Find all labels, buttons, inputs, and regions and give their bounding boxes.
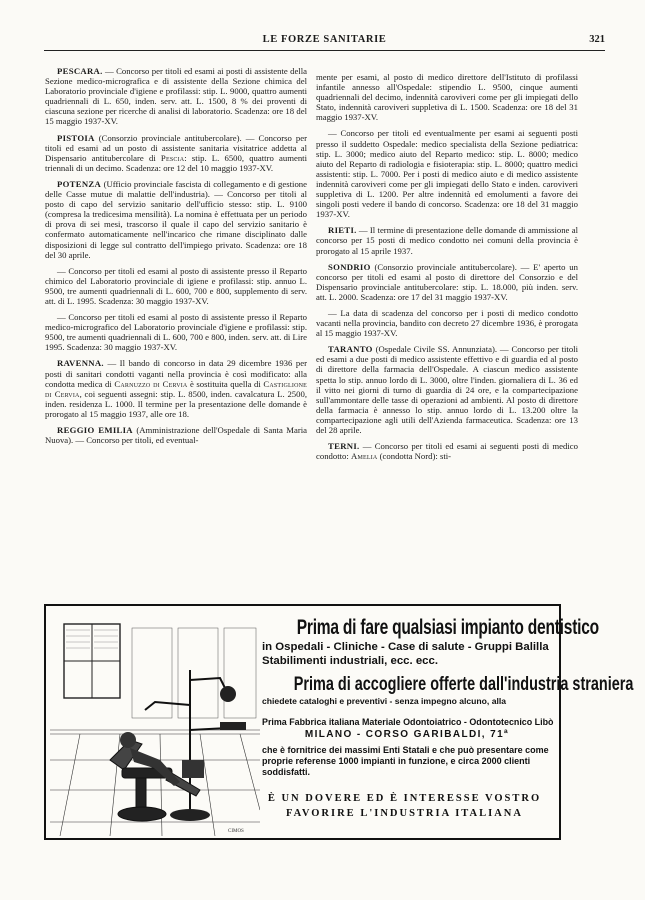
notice-pescara: PESCARA. — Concorso per titoli ed esami ai posti di assistente della Sezione medico-micrografica e di assistente della Sezione chimica del Laboratorio provinciale d'igiene e profilassi: stip. L. 9000, quattro aumenti quadriennali di L. 650, inden. serv. att. L. 1500, 8 % dei proventi di ciascuna sezione per ricerche di analisi di laboratorio. Scadenza: ore 18 del 15 maggio 1937-XV.: [45, 66, 307, 127]
ad-company-name: Prima Fabbrica italiana Materiale Odontoiatrico - Odontotecnico Libò: [262, 716, 554, 727]
ad-address: MILANO - CORSO GARIBALDI, 71ª: [304, 729, 510, 740]
dental-equipment-advertisement: [44, 604, 634, 840]
notice-pistoia: PISTOIA (Consorzio provinciale antitubercolare). — Concorso per titoli ed esami ad un posto di assistente sanitaria visitatrice addetta al Dispensario antitubercolare di Pescia: stip. L. 6500, quattro aumenti triennali di un decimo. Scadenza: ore 12 del 10 maggio 1937-XV.: [45, 132, 307, 173]
ad-footer-line-2: FAVORIRE L'INDUSTRIA ITALIANA: [286, 808, 523, 819]
notice-potenza: POTENZA (Ufficio provinciale fascista di collegamento e di gestione delle Casse mutue di malattie dell'industria). — Concorso per titoli al posto di capo del servizio sanitario dell'ufficio stesso: stip. L. 9100 (compresa la tredicesima mensilità). La nomina è effettuata per un periodo di prova di sei mesi, trascorso il quale il capo del servizio sanitario è confermato automaticamente nell'incarico che rimane disciplinato dalle disposizioni di legge sul contratto dell'impiego privato. Scadenza: ore 18 del 30 aprile.: [45, 178, 307, 260]
advertisement-text: [258, 614, 634, 778]
ad-footer-line-1: È UN DOVERE ED È INTERESSE VOSTRO: [267, 793, 542, 804]
running-header: [44, 34, 605, 51]
ad-footer: [258, 793, 551, 819]
dental-chair-illustration: [50, 610, 260, 836]
ad-headline-impianto: Prima di fare qualsiasi impianto dentistico: [296, 616, 599, 639]
notice-sondrio: SONDRIO (Consorzio provinciale antitubercolare). — E' aperto un concorso per titoli ed esami al posto di direttore del Consorzio e del Dispensario provinciale antitubercolare: stip. L. 18.000, più inden. serv. att. L. 2000. Scadenza: ore 17 del 31 maggio 1937-XV.: [316, 261, 578, 302]
notice-potenza-micrografico: — Concorso per titoli ed esami al posto di assistente presso il Reparto medico-micrografico del Laboratorio provinciale d'igiene e profilassi: stip. 9500, tre aumenti quadriennali di L. 600, 700 e 800, inden. serv. att. di Lire 1995. Scadenza: 30 maggio 1937-XV.: [45, 312, 307, 353]
notice-terni: TERNI. — Concorso per titoli ed esami ai seguenti posti di medico condotto: Amelia (condotta Nord): sti-: [316, 441, 578, 462]
ad-line-cataloghi: chiedete cataloghi e preventivi - senza impegno alcuno, alla: [262, 696, 507, 706]
notice-potenza-chimico: — Concorso per titoli ed esami al posto di assistente presso il Reparto chimico del Laboratorio provinciale di igiene e profilassi: stip. annuo L. 9500, tre aumenti quadriennali di L. 600, 700 e 800, supplemento di serv. att. di L. 1995. Scadenza: 30 maggio 1937-XV.: [45, 265, 307, 306]
right-column: [316, 72, 578, 461]
notice-sondrio-condotte: — La data di scadenza del concorso per i posti di medico condotto vacanti nella provincia, bandito con decreto 27 dicembre 1936, è prorogata al 15 maggio 1937-XV.: [316, 307, 578, 339]
page-number: 321: [589, 34, 605, 45]
notice-reggio-emilia-ospedale: — Concorso per titoli ed eventualmente per esami ai seguenti posti presso il suddetto Ospedale: medico specialista della Sezione pediatrica: stip. L. 3000; medico aiuto del Reparto medico: stip. L. 8000; medico aiuto del Reparto di radiologia e fisioterapia: stip. L. 8000; quattro medici assistenti: stip. L. 7000. Per i posti di medico aiuto e di medico assistente indennità caroviveri come per gli impiegati dello Stato e inden. caroviveri suppletiva di L. 1200. Per altre indennità ed emolumenti a favore dei singoli posti vedere il bando di concorso. Scadenza: ore 18 del 31 maggio 1937-XV.: [316, 128, 578, 220]
ad-headline-industria: Prima di accogliere offerte dall'industria straniera: [293, 674, 634, 695]
notice-reggio-emilia: REGGIO EMILIA (Amministrazione dell'Ospedale di Santa Maria Nuova). — Concorso per titoli, ed eventual-: [45, 425, 307, 446]
notice-ravenna: RAVENNA. — Il bando di concorso in data 29 dicembre 1936 per posti di sanitari condotti vaganti nella provincia è così modificato: alla condotta medica di Carnuzzo di Cervia è sostituita quella di Castiglione di Cervia, coi seguenti assegni: stip. L. 8500, inden. cavalcatura L. 2500, inden. residenza L. 1000. Il termine per la presentazione delle domande è prorogato al 15 maggio 1937, alle ore 18.: [45, 358, 308, 419]
notice-taranto: TARANTO (Ospedale Civile SS. Annunziata). — Concorso per titoli ed esami a due posti di medico assistente effettivo e di guardia ed al posto di direttore della farmacia dell'Ospedale. A ciascun medico assistente spetta lo stip. annuo lordo di L. 3000, oltre l'inden. giornaliera di L. 36 ed il vitto nei giorni di turno di guardia di 24 ore, e la compartecipazione sull'ammontare delle tasse di operazioni ad ambienti. Al posto di direttore della farmacia è annesso lo stip. annuo lordo di L. 13.200 oltre la compartecipazione agli utili dell'Azienda farmaceutica. Scadenza: ore 13 del 28 aprile.: [316, 344, 578, 435]
notice-reggio-emilia-cont: mente per esami, al posto di medico direttore dell'Istituto di profilassi infantile annesso all'Ospedale: stipendio L. 9500, cinque aumenti quadriennali del decimo, indennità caroviveri come per gli impiegati dello Stato, indennità caroviveri suppletiva di L. 1500. Scadenza: ore 18 del 31 maggio 1937-XV.: [316, 72, 578, 123]
ad-line-ospedali: in Ospedali - Cliniche - Case di salute - Gruppi Balilla: [262, 641, 549, 653]
svg-text:CIMOS: CIMOS: [228, 829, 244, 834]
ad-line-stabilimenti: Stabilimenti industriali, ecc. ecc.: [262, 655, 438, 667]
ad-body-text: che è fornitrice dei massimi Enti Statali e che può presentare come proprie referense 1000 impianti in funzione, e circa 2000 clienti soddisfatti.: [262, 745, 549, 777]
journal-title: LE FORZE SANITARIE: [262, 34, 387, 45]
left-column: [45, 66, 307, 445]
notice-rieti: RIETI. — Il termine di presentazione delle domande di ammissione al concorso per 15 posti di medico condotto nei comuni della provincia è prorogato al 15 aprile 1937.: [316, 225, 578, 256]
